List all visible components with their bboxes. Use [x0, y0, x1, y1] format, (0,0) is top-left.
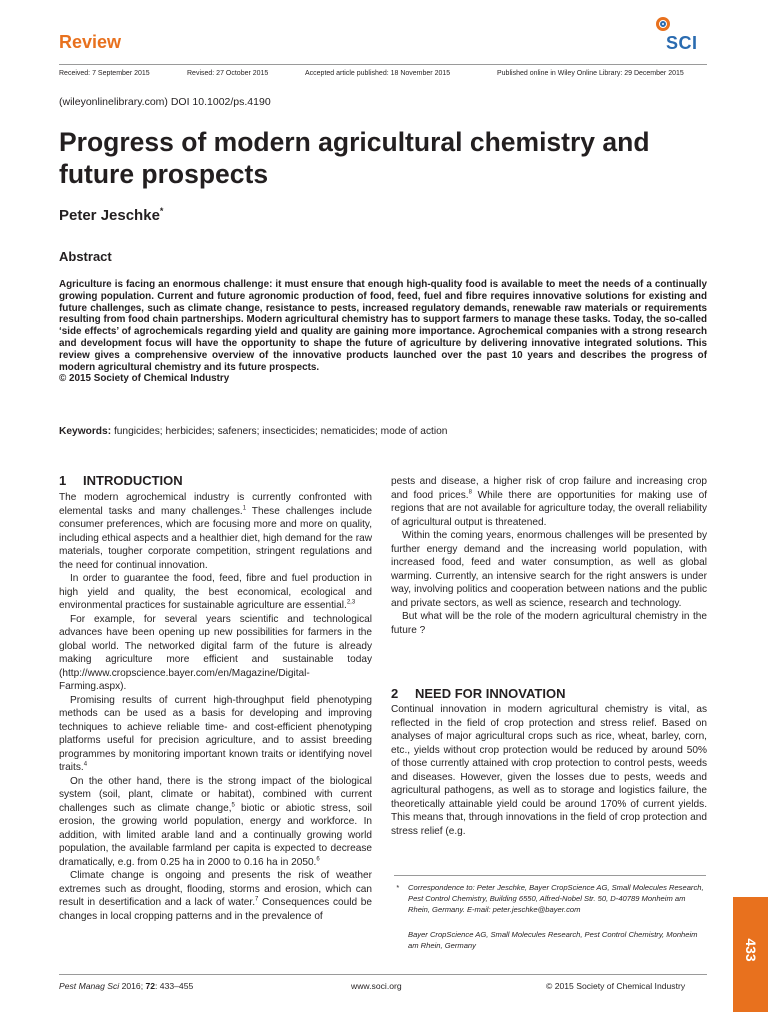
author	[59, 206, 163, 224]
paragraph: Continual innovation in modern agricultural chemistry is vital, as reflected in the field of crop protection and stress relief. Based on analyses of major agricultural crops such as rice, wheat, barley, corn, etc., yields without crop protection would be reduced by around 50% of those currently attained with crop protection to control pests, weeds and diseases. However, given the losses due to pests, weeds and agricultural pathogens, as well as to storage and logistics failure, the theoretically attainable yield could be around 170% of current yields. This means that, through innovations in the field of crop protection and stress relief (e.g.	[391, 704, 707, 837]
accepted-date: Accepted article published: 18 November 2015	[305, 70, 451, 77]
left-column	[59, 491, 372, 923]
paragraph: Within the coming years, enormous challenges will be presented by further energy demand and the increasing world population, with increased food, feed and water consumption, as well as global warming. Currently, an intensive search for the right answers is under way, involving politics and cooperation between nations and the public and private sectors, as well as science, research and technology.	[391, 530, 707, 609]
right-column-top	[391, 475, 707, 637]
section-2-heading	[391, 686, 565, 701]
footer-copyright: © 2015 Society of Chemical Industry	[546, 981, 686, 991]
footnote-rule	[394, 875, 706, 876]
section-1-title: INTRODUCTION	[83, 473, 183, 488]
keywords-list: fungicides; herbicides; safeners; insecticides; nematicides; mode of action	[113, 426, 448, 437]
paragraph: On the other hand, there is the strong impact of the biological system (soil, plant, climate or habitat), combined with current challenges such as climate change,$^5$ biotic or abiotic stress, soil erosion, the growing world population, energy and workforce. In addition, with limited arable land and a continually growing world population, the available farmland per capita is expected to decrease dramatically, e.g. from 0.25 ha in 2000 to 0.16 ha in 2050.$^6$	[59, 775, 372, 868]
paragraph: Climate change is ongoing and presents the risk of weather extremes such as drought, flooding, storms and erosion, which can result in desertification and a lack of water.$^7$ Consequences could be changes in local cropping patterns and in the prevalence of	[59, 870, 372, 922]
abstract-copyright: © 2015 Society of Chemical Industry	[59, 373, 230, 385]
affiliation-footnote: Bayer CropScience AG, Small Molecules Research, Pest Control Chemistry, Monheim am Rhein, Germany	[408, 930, 698, 950]
author-name[interactable]: Peter Jeschke	[59, 207, 160, 224]
revised-date: Revised: 27 October 2015	[187, 70, 269, 77]
right-column-section-2	[391, 703, 707, 838]
section-2-title: NEED FOR INNOVATION	[415, 686, 566, 701]
footnote-mark: *	[396, 883, 399, 892]
sci-logo	[654, 17, 710, 57]
section-label: Review	[59, 32, 122, 52]
author-mark: *	[159, 206, 164, 216]
paragraph: pests and disease, a higher risk of crop failure and increasing crop and food prices.$^8$ While there are opportunities for making use of regions that are not available for agriculture today, the overall reliability of agricultural output is threatened.	[391, 476, 707, 528]
article-title: Progress of modern agricultural chemistry and future prospects	[59, 127, 650, 189]
section-1-number: 1	[59, 473, 67, 488]
correspondence-footnote: Correspondence to: Peter Jeschke, Bayer CropScience AG, Small Molecules Research, Pest Control Chemistry, Building 6550, Alfred-Nobel Str. 50, D-40789 Monheim am Rhein, Germany. E-mail: peter.jeschke@bayer.com	[408, 883, 704, 914]
paragraph: Promising results of current high-throughput field phenotyping methods can be used as a basis for developing and improving techniques to achieve reliable time- and cost-efficient phenotyping platforms useful for precision agriculture, and to assist breeding programmes by monitoring important known traits or identifying novel traits.$^4$	[59, 694, 372, 773]
abstract-text	[59, 279, 707, 385]
paragraph: But what will be the role of the modern agricultural chemistry in the future ?	[391, 611, 707, 636]
page-number-tab	[733, 897, 768, 1012]
section-2-number: 2	[391, 686, 399, 701]
journal-citation: Pest Manag Sci 2016; 72: 433–455	[59, 981, 194, 991]
paragraph: For example, for several years scientific and technological advances have been opening up new possibilities for farmers in the global world. The networked digital farm of the future is already making agriculture more efficient and sustainable today (http://www.cropscience.bayer.com/en/Magazine/Digital-Farming.aspx).	[59, 613, 372, 692]
published-date: Published online in Wiley Online Library: 29 December 2015	[497, 70, 684, 77]
header-rule	[59, 64, 707, 65]
abstract-body: Agriculture is facing an enormous challenge: it must ensure that enough high-quality food is available to meet the needs of a continually growing population. Current and future agronomic production of food, feed, fuel and fibre requires innovative solutions for existing and future challenges, such as climate change, resistance to pests, increased regulatory demands, renewable raw materials or requirements resulting from food chain partnerships. Modern agricultural chemistry has to support farmers to manage these tasks. Today, the so-called ‘side effects’ of agrochemicals regarding yield and quality are gaining more importance. Agrochemical companies with a strong research and development focus will have the opportunity to shape the future of agriculture by delivering innovative integrated solutions. This review gives a comprehensive overview of the innovative products launched over the past 10 years and describes the progress of modern agricultural chemistry and its future prospects.	[59, 279, 707, 373]
logo-inner-ring-icon	[660, 21, 666, 27]
journal-name: Pest Manag Sci	[59, 981, 120, 991]
doi[interactable]: (wileyonlinelibrary.com) DOI 10.1002/ps.4190	[59, 96, 271, 108]
section-1-heading	[59, 473, 183, 488]
page-number: 433	[743, 938, 759, 962]
logo-text: SCI	[666, 33, 698, 53]
site-link[interactable]: www.soci.org	[351, 981, 402, 991]
keywords-label: Keywords:	[59, 426, 112, 437]
received-date: Received: 7 September 2015	[59, 70, 150, 77]
paragraph: The modern agrochemical industry is currently confronted with elemental tasks and many challenges.$^1$ These challenges include consumer preferences, which are focusing more and more on quality, including ethical aspects and a healthier diet, high demand for the raw materials, tougher corporate competition, stringent regulations and the need for continual innovation.	[59, 492, 372, 571]
abstract-heading: Abstract	[59, 249, 112, 264]
volume: 72	[145, 981, 156, 991]
keywords	[59, 426, 447, 437]
paragraph: In order to guarantee the food, feed, fibre and fuel production in high yield and quality, the best economical, ecological and environmental practices for sustainable agriculture are essential.$^{2,3}$	[59, 573, 372, 611]
footer-rule	[59, 974, 707, 975]
